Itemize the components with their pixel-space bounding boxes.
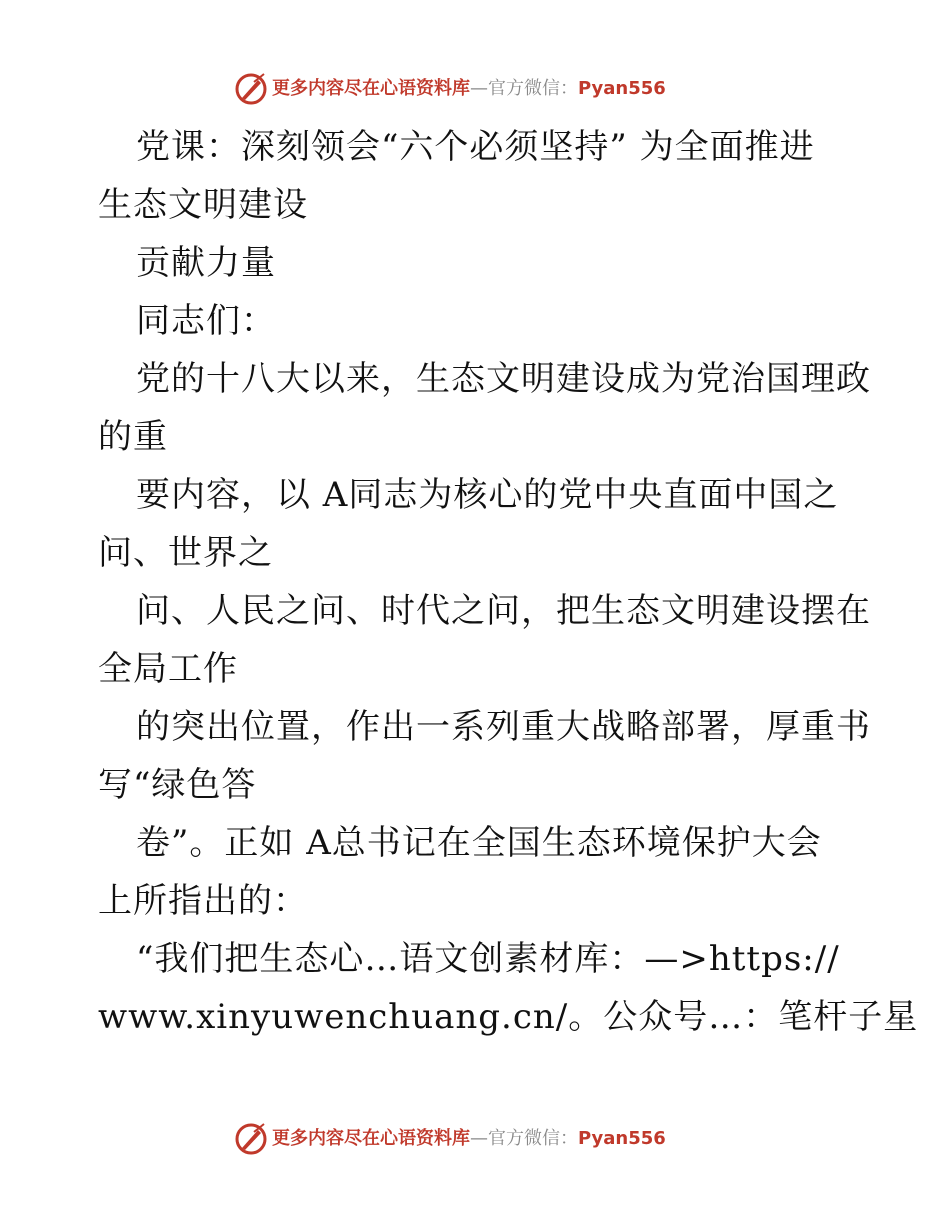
document-line: “我们把生态心…语文创素材库：—>https:// [136,939,840,979]
document-line: 党课：深刻领会“六个必须坚持” 为全面推进 [136,127,815,167]
document-line: 同志们： [136,301,276,341]
document-line: 上所指出的： [98,881,308,921]
document-line: 的重 [98,417,168,457]
document-line: www.xinyuwenchuang.cn/。公众号…：笔杆子星 [98,997,919,1037]
banner-text [272,1127,666,1151]
banner-wechat-label: 官方微信： [488,1128,578,1149]
document-line: 要内容，以 A同志为核心的党中央直面中国之 [136,475,839,515]
footer-watermark-banner [0,1120,950,1160]
banner-site-text: 更多内容尽在心语资料库 [272,78,470,99]
document-body [98,118,919,1046]
document-line: 全局工作 [98,649,238,689]
banner-dash: — [470,1128,488,1149]
document-line: 卷”。正如 A总书记在全国生态环境保护大会 [136,823,822,863]
document-line: 问、人民之问、时代之问，把生态文明建设摆在 [136,591,871,631]
header-watermark-banner [0,70,950,110]
document-line: 党的十八大以来，生态文明建设成为党治国理政 [136,359,871,399]
banner-wechat-label: 官方微信： [488,78,578,99]
document-line: 贡献力量 [136,243,276,283]
quill-logo-icon [234,1122,268,1156]
document-line: 的突出位置，作出一系列重大战略部署，厚重书 [136,707,871,747]
document-line: 问、世界之 [98,533,273,573]
banner-dash: — [470,78,488,99]
document-line: 生态文明建设 [98,185,308,225]
banner-wechat-id: Pyan556 [578,1128,666,1149]
banner-text [272,77,666,101]
quill-logo-icon [234,72,268,106]
banner-site-text: 更多内容尽在心语资料库 [272,1128,470,1149]
banner-wechat-id: Pyan556 [578,78,666,99]
document-line: 写“绿色答 [98,765,257,805]
